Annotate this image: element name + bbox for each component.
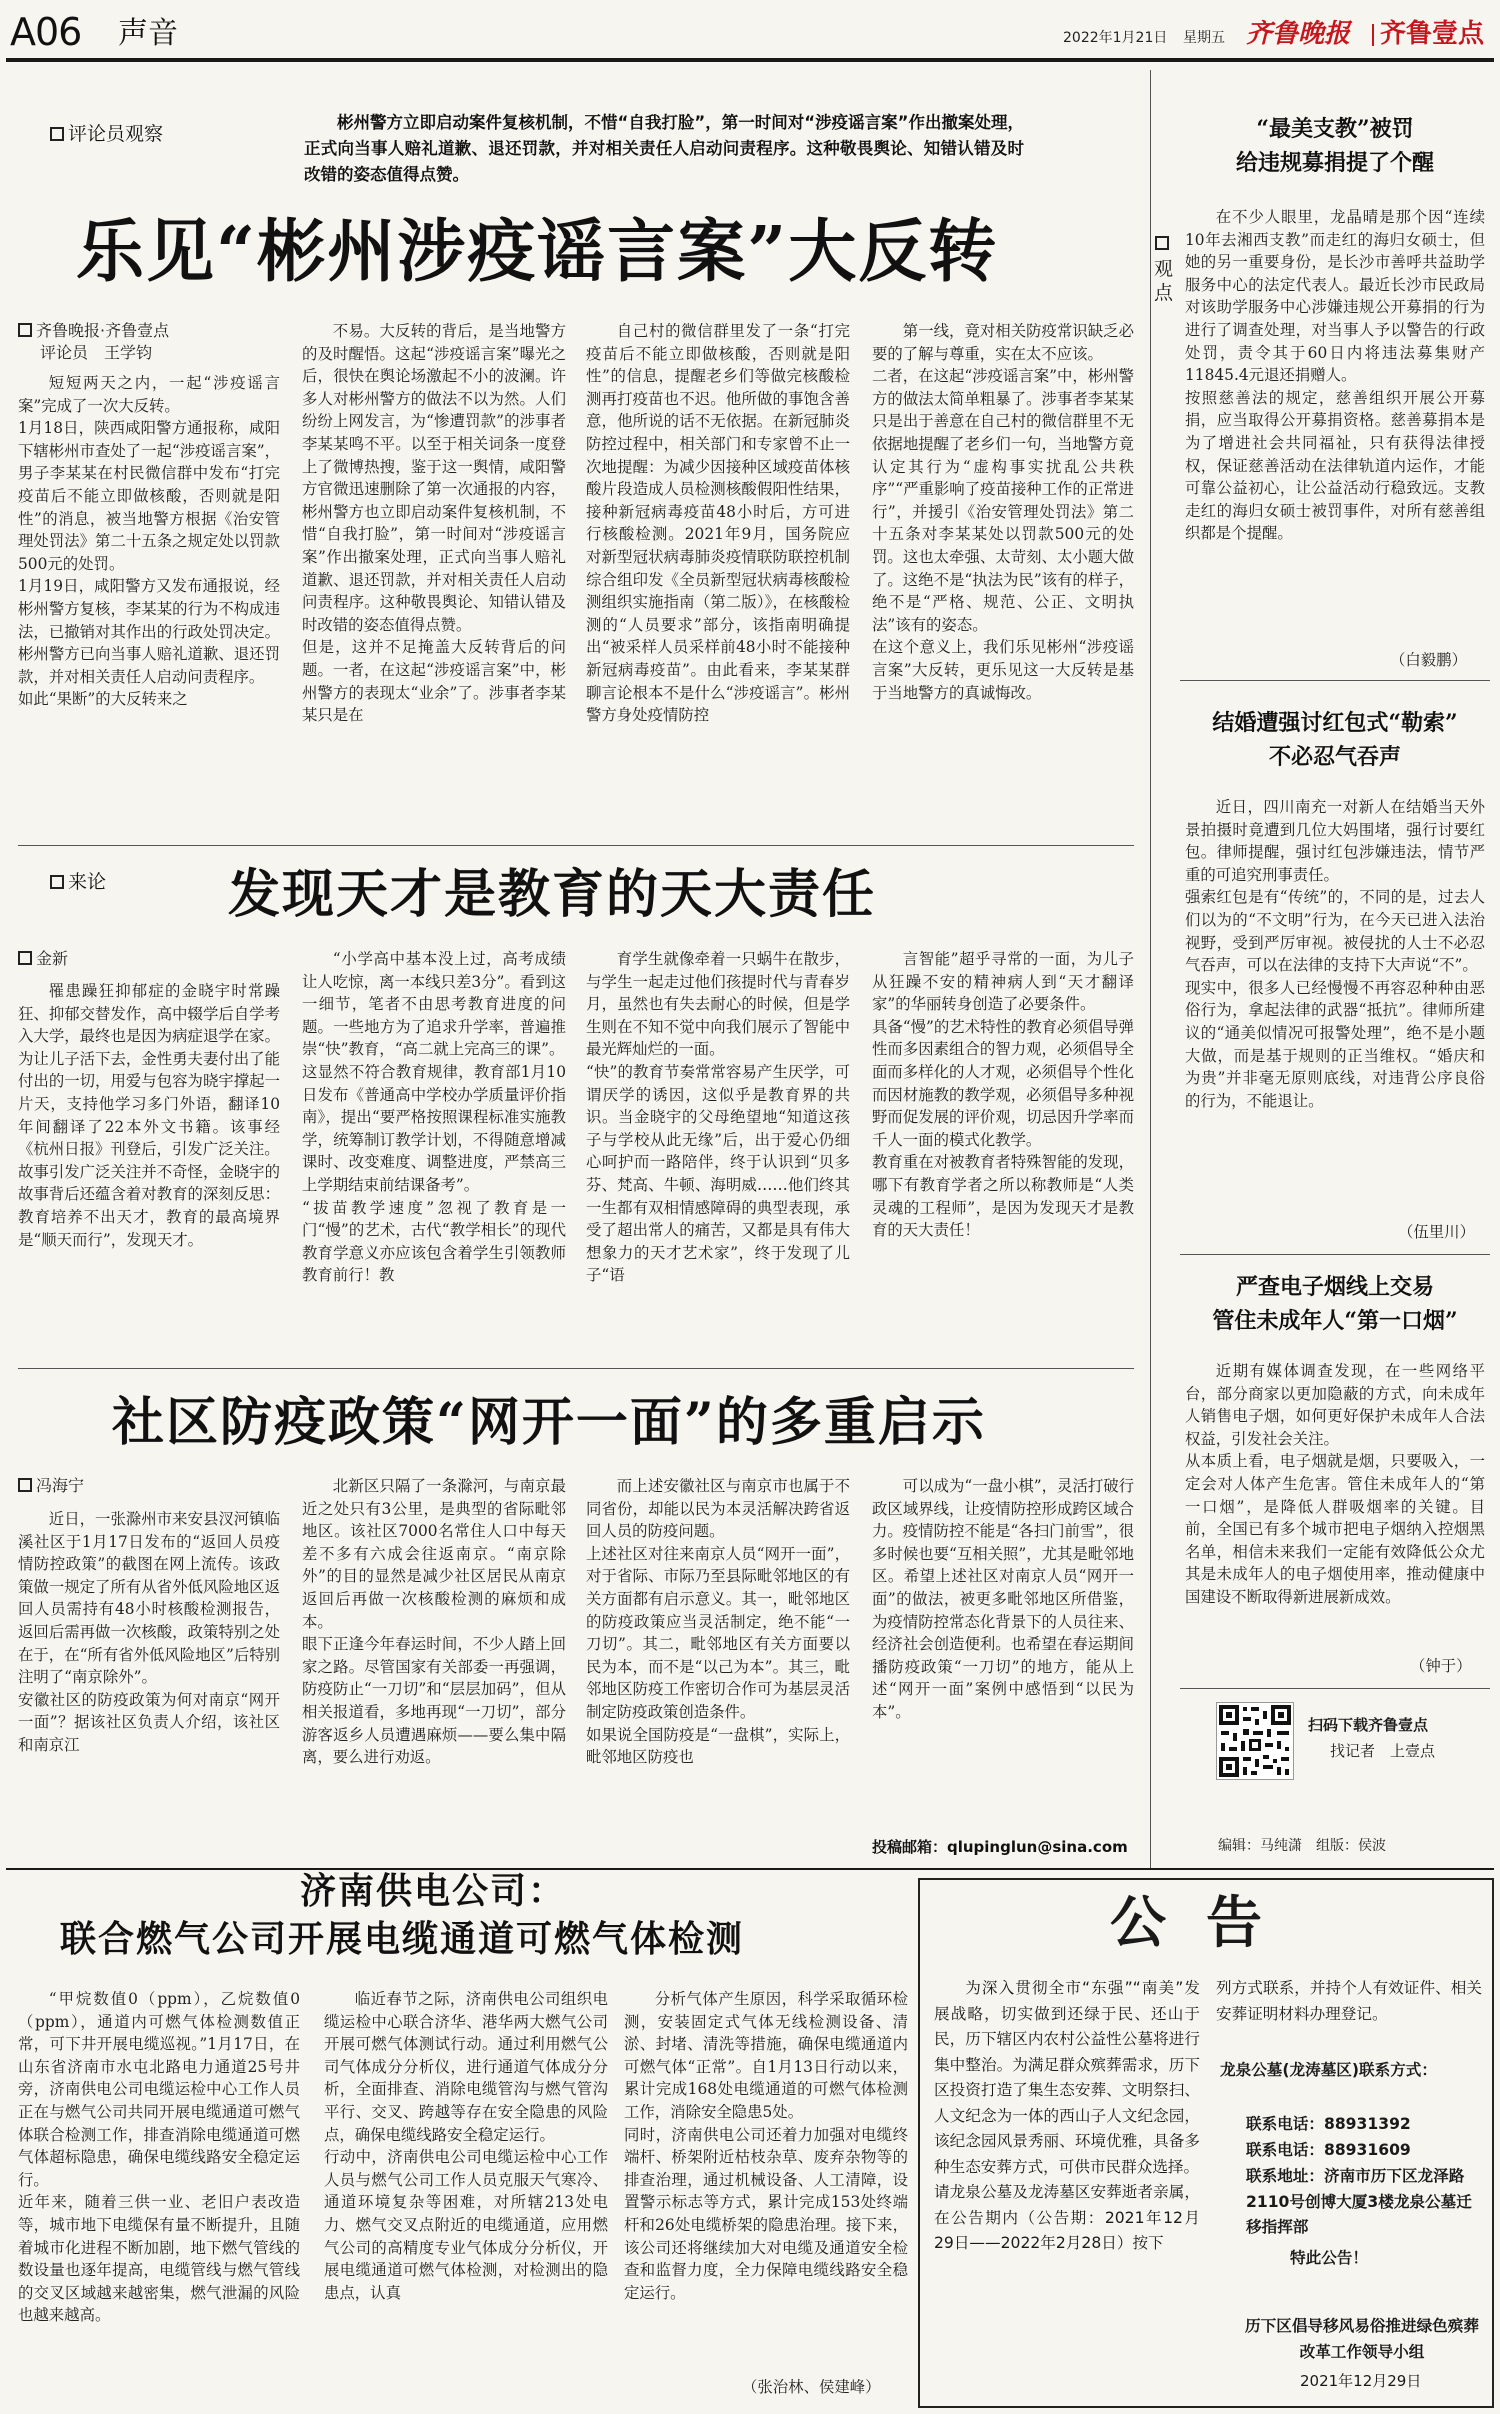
notice-body: 为深入贯彻全市“东强”“南美”发展战略，切实做到还绿于民、还山于民，历下辖区内农村公益性公墓将进行集中整治。为满足群众殡葬需求，历下区投资打造了集生态安葬、文明祭扫、人文纪念为一体的西山子人文纪念园，该纪念园风景秀丽、环境优雅，具备多种生态安葬方式，可供市民群众选择。 请龙泉公墓及龙涛墓区安葬逝者亲属，在公告期内（公告期：2021年12月29日——2022年2月28日）按下: [934, 1979, 1200, 2252]
article3-column-1: 近日，一张滁州市来安县汊河镇临溪社区于1月17日发布的“返回人员疫情防控政策”的截图在网上流传。该政策做一规定了所有从省外低风险地区返回人员需持有48小时核酸检测报告，返回后需再做一次核酸，政策特别之处在于，在“所有省外低风险地区”后特别注明了“南京除外”。 安徽社区的防疫政策为何对南京“网开一面”？据该社区负责人介绍，该社区和南京江: [18, 1510, 280, 1754]
phone-number-1[interactable]: 88931392: [1323, 2115, 1411, 2133]
section-tag-guest: 来论: [50, 870, 106, 894]
divider-article2: [18, 1368, 1134, 1369]
notice-body-right: 列方式联系，并持个人有效证件、相关安葬证明材料办理登记。: [1216, 1979, 1482, 2023]
article1-byline: 齐鲁晚报·齐鲁壹点 评论员 王学钧: [18, 320, 169, 364]
sidebar-divider: [1150, 70, 1151, 1870]
qr-code-graphic: [1217, 1703, 1293, 1779]
sidebar-item1-author: （白毅鹏）: [1390, 651, 1467, 669]
sidebar-item3-title: 严查电子烟线上交易 管住未成年人“第一口烟”: [1212, 1274, 1458, 1334]
section-box-icon: [1155, 236, 1169, 250]
notice-phone-1: 联系电话：88931392: [1246, 2115, 1411, 2133]
sidebar-item1-title: “最美支教”被罚 给违规募捐提了个醒: [1235, 116, 1434, 176]
divider-article1: [18, 845, 1134, 846]
article3-column-4: 可以成为“一盘小棋”，灵活打破行政区域界线，让疫情防控形成跨区域合力。疫情防控不能是“各扫门前雪”，很多时候也要“互相关照”，尤其是毗邻地区。希望上述社区对南京人员“网开一面”的做法，被更多毗邻地区所借鉴，为疫情防控常态化背景下的人员往来、经济社会创造便利。也希望在春运期间播防疫政策“一刀切”的地方，能从上述“网开一面”案例中感悟到“以民为本”。: [872, 1477, 1134, 1721]
article1-column-1: 短短两天之内，一起“涉疫谣言案”完成了一次大反转。 1月18日，陕西咸阳警方通报称，咸阳下辖彬州市查处了一起“涉疫谣言案”，男子李某某在村民微信群中发布“打完疫苗后不能立即做核酸，否则就是阳性”的消息，被当地警方根据《治安管理处罚法》第二十五条之规定处以罚款500元的处罚。 1月19日，咸阳警方又发布通报说，经彬州警方复核，李某某的行为不构成违法，已撤销对其作出的行政处罚决定。彬州警方已向当事人赔礼道歉、退还罚款，并对相关责任人启动问责程序。 如此“果断”的大反转来之: [18, 374, 280, 709]
article4-column-2: 临近春节之际，济南供电公司组织电缆运检中心联合济华、港华两大燃气公司开展可燃气体测试行动。通过利用燃气公司气体成分分析仪，进行通道气体成分分析，全面排查、消除电缆管沟与燃气管沟平行、交叉、跨越等存在安全隐患的风险点，确保电缆线路安全稳定运行。 行动中，济南供电公司电缆运检中心工作人员与燃气公司工作人员克服天气寒冷、通道环境复杂等困难，对所辖213处电力、燃气交叉点附近的电缆通道，应用燃气公司的高精度专业气体成分分析仪，开展电缆通道可燃气体检测，对检测出的隐患点，认真: [324, 1990, 608, 2302]
sidebar-tag: 观点: [1152, 236, 1176, 305]
sidebar-item3-body: 近期有媒体调查发现，在一些网络平台，部分商家以更加隐蔽的方式，向未成年人销售电子烟，如何更好保护未成年人合法权益，引发社会关注。 从本质上看，电子烟就是烟，只要吸入，一定会对人体产生危害。管住未成年人的“第一口烟”，是降低人群吸烟率的关键。目前，全国已有多个城市把电子烟纳入控烟黑名单，相信未来我们一定能有效降低公众尤其是未成年人的电子烟使用率，推动健康中国建设不断取得新进展新成效。: [1185, 1362, 1485, 1606]
article4-column-3: 分析气体产生原因，科学采取循环检测，安装固定式气体无线检测设备、清淤、封堵、清洗等措施，确保电缆通道内可燃气体“正常”。自1月13日行动以来，累计完成168处电缆通道的可燃气体检测工作，消除安全隐患5处。 同时，济南供电公司还着力加强对电缆终端杆、桥架附近枯枝杂草、废弃杂物等的排查治理，通过机械设备、人工清障，设置警示标志等方式，累计完成153处终端杆和26处电缆桥架的隐患治理。接下来，该公司还将继续加大对电缆及通道安全检查和监督力度，全力保障电缆线路安全稳定运行。: [624, 1990, 908, 2302]
brand-name-secondary: 齐鲁壹点: [1380, 19, 1485, 49]
issue-date: 2022年1月21日: [1063, 30, 1168, 46]
article4-author: （张治林、侯建峰）: [742, 2378, 881, 2396]
byline-box-icon: [18, 323, 32, 337]
article2-column-2: “小学高中基本没上过，高考成绩让人吃惊，离一本线只差3分”。看到这一细节，笔者不由思考教育进度的问题。一些地方为了追求升学率，普遍推崇“快”教育，“高二就上完高三的课”。 这显然不符合教育规律，教育部1月10日发布《普通高中学校办学质量评价指南》，提出“要严格按照课程标准实施教学，统筹制订教学计划，不得随意增减课时、改变难度、调整进度，严禁高三上学期结束前结课备考”。 “拔苗教学速度”忽视了教育是一门“慢”的艺术，古代“教学相长”的现代教育学意义亦应该包含着学生引领教师教育前行！教: [302, 950, 566, 1285]
section-tag-commentary: 评论员观察: [50, 122, 163, 146]
notice-closing: 特此公告！: [1290, 2249, 1368, 2267]
article2-byline: 金新: [18, 948, 68, 970]
article1-summary: 彬州警方立即启动案件复核机制，不惜“自我打脸”，第一时间对“涉疫谣言案”作出撤案处理，正式向当事人赔礼道歉、退还罚款，并对相关责任人启动问责程序。这种敬畏舆论、知错认错及时改错的姿态值得点赞。: [304, 113, 1024, 184]
article4-title-line1: 济南供电公司：: [300, 1870, 567, 1912]
article1-title: 乐见“彬州涉疫谣言案”大反转: [76, 212, 999, 292]
article3-title: 社区防疫政策“网开一面”的多重启示: [112, 1392, 986, 1453]
notice-phone-2: 联系电话：88931609: [1246, 2141, 1411, 2159]
phone-number-2[interactable]: 88931609: [1323, 2141, 1411, 2159]
notice-date: 2021年12月29日: [1300, 2372, 1422, 2390]
sidebar-item3-author: （钟于）: [1410, 1657, 1472, 1675]
article2-column-1: 罹患躁狂抑郁症的金晓宇时常躁狂、抑郁交替发作，高中辍学后自学考入大学，最终也是因为病症退学在家。为让儿子活下去，金性勇夫妻付出了能付出的一切，用爱与包容为晓宇撑起一片天，支持他学习多门外语，翻译10年间翻译了22本外文书籍。该事经《杭州日报》刊登后，引发广泛关注。 故事引发广泛关注并不奇怪，金晓宇的故事背后还蕴含着对教育的深刻反思：教育培养不出天才，教育的最高境界是“顺天而行”，发现天才。: [18, 982, 280, 1249]
section-box-icon: [50, 875, 64, 889]
section-box-icon: [50, 127, 64, 141]
brand-name-primary: 齐鲁晚报: [1246, 19, 1351, 49]
article4-column-1: “甲烷数值0（ppm），乙烷数值0（ppm），通道内可燃气体检测数值正常，可下井开展电缆巡视。”1月17日，在山东省济南市水屯北路电力通道25号井旁，济南供电公司电缆运检中心工作人员正在与燃气公司共同开展电缆通道可燃气体联合检测工作，排查消除电缆通道可燃气体超标隐患，确保电缆线路安全稳定运行。 近年来，随着三供一业、老旧户表改造等，城市地下电缆保有量不断提升，且随着城市化进程不断加剧，地下燃气管线的数设量也逐年提高，电缆管线与燃气管线的交叉区域越来越密集，燃气泄漏的风险也越来越高。: [18, 1990, 300, 2325]
sidebar-rule-1: [1180, 680, 1490, 681]
editor-credits: 编辑：马纯潇 组版：侯波: [1218, 1838, 1386, 1854]
sidebar-item2-title: 结婚遭强讨红包式“勒索” 不必忍气吞声: [1212, 710, 1458, 770]
qr-code[interactable]: [1216, 1702, 1294, 1780]
brand-logo: [1246, 14, 1496, 54]
article2-column-3: 育学生就像牵着一只蜗牛在散步，与学生一起走过他们孩提时代与青春岁月，虽然也有失去耐心的时候，但是学生则在不知不觉中向我们展示了智能中最光辉灿烂的一面。 “快”的教育节奏常常容易产生厌学，可谓厌学的诱因，这似乎是教育界的共识。当金晓宇的父母绝望地“知道这孩子与学校从此无缘”后，出于爱心仍细心呵护而一路陪伴，终于认识到“贝多芬、梵高、牛顿、海明威……他们终其一生都有双相情感障碍的典型表现，承受了超出常人的痛苦，又都是具有伟大想象力的天才艺术家”，终于发现了儿子“语: [586, 950, 850, 1285]
masthead-rule: [6, 58, 1494, 62]
sidebar-rule-3: [1180, 1688, 1490, 1689]
qr-label-download: 扫码下载齐鲁壹点: [1308, 1716, 1429, 1734]
article1-column-2: 不易。大反转的背后，是当地警方的及时醒悟。这起“涉疫谣言案”曝光之后，很快在舆论场激起不小的波澜。许多人对彬州警方的做法不以为然。人们纷纷上网发言，为“惨遭罚款”的涉事者李某某鸣不平。以至于相关词条一度登上了微博热搜，鉴于这一舆情，咸阳警方官微迅速删除了第一次通报的内容，彬州警方也立即启动案件复核机制，不惜“自我打脸”，第一时间对“涉疫谣言案”作出撤案处理，正式向当事人赔礼道歉、退还罚款，并对相关责任人启动问责程序。这种敬畏舆论、知错认错及时改错的姿态值得点赞。 但是，这并不足掩盖大反转背后的问题。一者，在这起“涉疫谣言案”中，彬州警方的表现太“业余”了。涉事者李某某只是在: [302, 322, 566, 725]
section-name: 声音: [118, 16, 178, 51]
sidebar-rule-2: [1180, 1254, 1490, 1255]
masthead: [0, 0, 1500, 62]
article3-column-3: 而上述安徽社区与南京市也属于不同省份，却能以民为本灵活解决跨省返回人员的防疫问题。 上述社区对往来南京人员“网开一面”，对于省际、市际乃至县际毗邻地区的有关方面都有启示意义。其一，毗邻地区的防疫政策应当灵活制定，绝不能“一刀切”。其二，毗邻地区有关方面要以民为本，而不是“以己为本”。其三，毗邻地区防疫工作密切合作可为基层灵活制定防疫政策创造条件。 如果说全国防疫是“一盘棋”，实际上，毗邻地区防疫也: [586, 1477, 850, 1767]
article2-column-4: 言智能”超乎寻常的一面，为儿子从狂躁不安的精神病人到“天才翻译家”的华丽转身创造了必要条件。 具备“慢”的艺术特性的教育必须倡导弹性而多因素组合的智力观，必须倡导全面而多样化的人才观，必须倡导个性化而因材施教的教学观，必须倡导多种视野而促发展的评价观，切忌因升学率而千人一面的模式化教学。 教育重在对被教育者特殊智能的发现，哪下有教育学者之所以称教师是“人类灵魂的工程师”，是因为发现天才是教育的天大责任！: [872, 950, 1134, 1240]
article1-column-3: 自己村的微信群里发了一条“打完疫苗后不能立即做核酸，否则就是阳性”的信息，提醒老乡们等做完核酸检测再打疫苗也不迟。他所做的事饱含善意，他所说的话不无依据。在新冠肺炎防控过程中，相关部门和专家曾不止一次地提醒：为减少因接种区域疫苗体核酸片段造成人员检测核酸假阳性结果，接种新冠病毒疫苗48小时后，方可进行核酸检测。2021年9月，国务院应对新型冠状病毒肺炎疫情联防联控机制综合组印发《全员新型冠状病毒核酸检测组织实施指南（第二版）》，在核酸检测的“人员要求”部分，该指南明确提出“被采样人员采样前48小时不能接种新冠病毒疫苗”。由此看来，李某某群聊言论根本不是什么“涉疫谣言”。彬州警方身处疫情防控: [586, 322, 850, 725]
brand-divider: [1372, 24, 1374, 46]
notice-box: [918, 1878, 1494, 2408]
notice-issuer: 历下区倡导移风易俗推进绿色殡葬改革工作领导小组: [1245, 2317, 1479, 2361]
page-number: A06: [10, 10, 82, 54]
article1-column-4: 第一线，竟对相关防疫常识缺乏必要的了解与尊重，实在太不应该。 二者，在这起“涉疫谣言案”中，彬州警方的做法太简单粗暴了。涉事者李某某只是出于善意在自己村的微信群里不无依据地提醒了老乡们一句，当地警方竟认定其行为“虚构事实扰乱公共秩序”“严重影响了疫苗接种工作的正常进行”，并援引《治安管理处罚法》第二十五条对李某某处以罚款500元的处罚。这也太牵强、太苛刻、太小题大做了。这绝不是“执法为民”该有的样子，绝不是“严格、规范、公正、文明执法”该有的姿态。 在这个意义上，我们乐见彬州“涉疫谣言案”大反转，更乐见这一大反转是基于当地警方的真诚悔改。: [872, 322, 1134, 702]
article4-title-line2: 联合燃气公司开展电缆通道可燃气体检测: [60, 1918, 745, 1960]
submission-email[interactable]: 投稿邮箱：qlupinglun@sina.com: [872, 1838, 1128, 1856]
byline-box-icon: [18, 1478, 32, 1492]
sidebar-item2-author: （伍里川）: [1398, 1223, 1475, 1241]
article2-title: 发现天才是教育的天大责任: [228, 864, 877, 925]
divider-bottom-section: [6, 1868, 1494, 1870]
notice-title: 公告: [1110, 1890, 1302, 1956]
qr-label-reporter: 找记者 上壹点: [1330, 1742, 1436, 1760]
byline-box-icon: [18, 951, 32, 965]
article3-byline: 冯海宁: [18, 1475, 84, 1497]
article3-column-2: 北新区只隔了一条滁河，与南京最近之处只有3公里，是典型的省际毗邻地区。该社区7000名常住人口中每天差不多有六成会往返南京。“南京除外”的目的显然是减少社区居民从南京返回后再做一次核酸检测的麻烦和成本。 眼下正逢今年春运时间，不少人踏上回家之路。尽管国家有关部委一再强调，防疫防止“一刀切”和“层层加码”，但从相关报道看，多地再现“一刀切”，部分游客返乡人员遭遇麻烦——要么集中隔离，要么进行劝返。: [302, 1477, 566, 1767]
sidebar-item2-body: 近日，四川南充一对新人在结婚当天外景拍摄时竟遭到几位大妈围堵，强行讨要红包。律师提醒，强讨红包涉嫌违法，情节严重的可追究刑事责任。 强索红包是有“传统”的，不同的是，过去人们以为的“不文明”行为，在今天已进入法治视野，受到严厉审视。被侵扰的人士不必忍气吞声，可以在法律的支持下大声说“不”。 现实中，很多人已经慢慢不再容忍种种由恶俗行为，拿起法律的武器“抵抗”。律师所建议的“通美似情况可报警处理”，绝不是小题大做，而是基于规则的正当维权。“婚庆和为贵”并非毫无原则底线，对违背公序良俗的行为，不能退让。: [1185, 798, 1485, 1110]
notice-contact-title: 龙泉公墓(龙涛墓区)联系方式：: [1220, 2061, 1437, 2079]
notice-address: 联系地址：济南市历下区龙泽路2110号创博大厦3楼龙泉公墓迁移指挥部: [1246, 2167, 1472, 2236]
sidebar-item1-body: 在不少人眼里，龙晶晴是那个因“连续10年去湘西支教”而走红的海归女硕士，但她的另一重要身份，是长沙市善呼共益助学服务中心的法定代表人。最近长沙市民政局对该助学服务中心涉嫌违规公开募捐的行为进行了调查处理，对当事人予以警告的行政处罚，责令其于60日内将违法募集财产11845.4元退还捐赠人。 按照慈善法的规定，慈善组织开展公开募捐，应当取得公开募捐资格。慈善募捐本是为了增进社会共同福祉，只有获得法律授权，保证慈善活动在法律轨道内运作，才能可靠公益初心，让公益活动行稳致远。支教走红的海归女硕士被罚事件，对所有慈善组织都是个提醒。: [1185, 208, 1485, 543]
issue-weekday: 星期五: [1183, 30, 1225, 46]
